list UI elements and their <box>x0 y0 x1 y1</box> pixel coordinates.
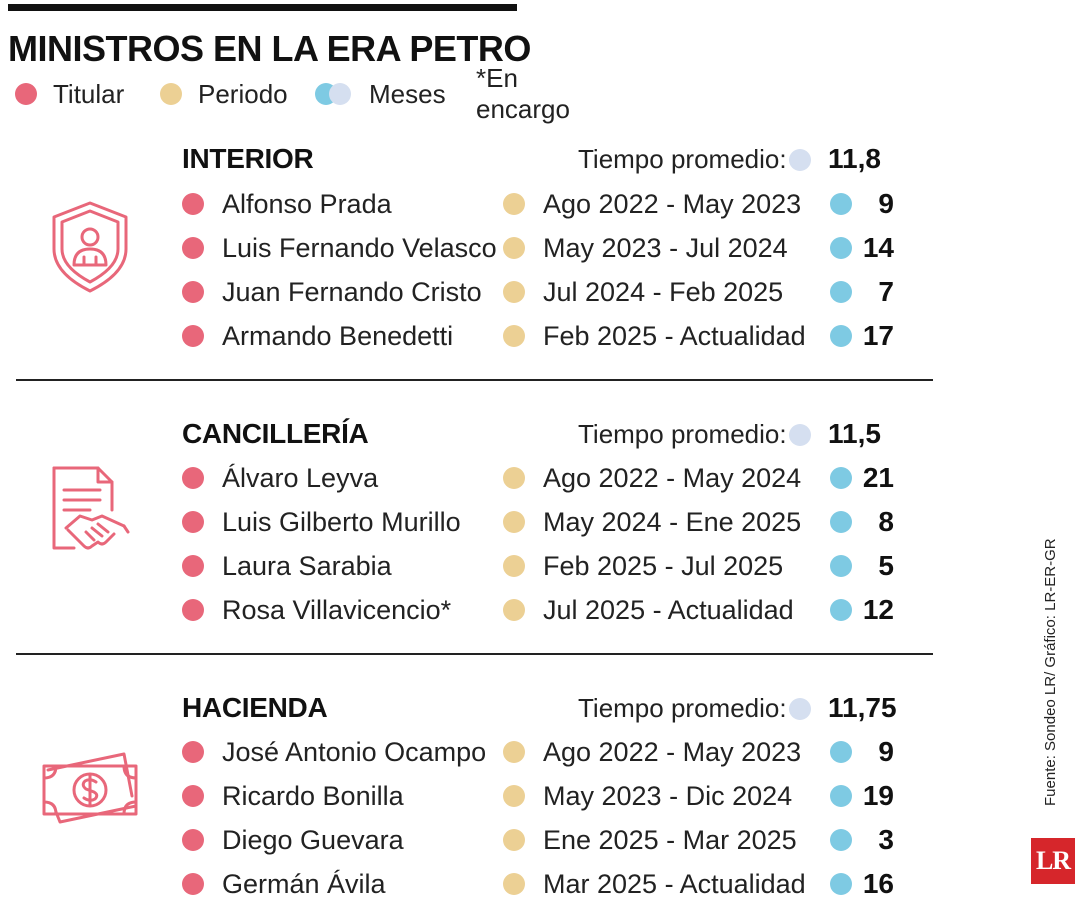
minister-period: Ene 2025 - Mar 2025 <box>543 825 797 855</box>
minister-months: 9 <box>878 736 894 767</box>
minister-period: Ago 2022 - May 2024 <box>543 463 802 493</box>
minister-name: Alfonso Prada <box>222 189 392 219</box>
legend-periodo-label: Periodo <box>198 78 288 109</box>
titular-dot-icon <box>182 873 204 895</box>
table-row <box>0 458 1080 498</box>
legend-encargo <box>476 63 570 124</box>
titular-dot-icon <box>182 281 204 303</box>
lr-logo: LR <box>1031 838 1075 884</box>
source-credit: Fuente: Sondeo LR/ Gráfico: LR-ER-GR <box>1042 538 1059 806</box>
avg-label: Tiempo promedio: <box>578 693 787 723</box>
minister-name: Álvaro Leyva <box>222 463 379 493</box>
minister-period: Ago 2022 - May 2023 <box>543 189 802 219</box>
legend-periodo <box>160 77 288 111</box>
periodo-dot-icon <box>503 741 525 763</box>
titular-dot-icon <box>182 511 204 533</box>
avg-value: 11,5 <box>828 418 881 449</box>
legend-titular-label: Titular <box>53 78 125 109</box>
section-hacienda <box>0 686 1080 900</box>
table-row <box>0 316 1080 356</box>
meses-dot-icon <box>830 467 852 489</box>
minister-months: 9 <box>878 188 894 219</box>
periodo-dot-icon <box>503 785 525 807</box>
minister-period: Mar 2025 - Actualidad <box>543 869 806 899</box>
periodo-dot-icon <box>503 829 525 851</box>
legend-meses-label: Meses <box>369 78 446 109</box>
minister-months: 7 <box>878 276 894 307</box>
minister-name: Armando Benedetti <box>222 321 454 351</box>
table-row <box>0 732 1080 772</box>
table-row <box>0 546 1080 586</box>
title-rule <box>8 4 517 11</box>
table-row <box>0 184 1080 224</box>
minister-months: 5 <box>878 550 894 581</box>
minister-months: 17 <box>862 320 894 351</box>
minister-name: Germán Ávila <box>222 869 386 899</box>
section-cancilleria <box>0 412 1080 642</box>
titular-dot-icon <box>182 785 204 807</box>
meses-dot-icon <box>830 873 852 895</box>
avg-value: 11,75 <box>828 692 897 723</box>
meses-dot-icon <box>830 193 852 215</box>
minister-period: Jul 2025 - Actualidad <box>543 595 794 625</box>
minister-name: Luis Gilberto Murillo <box>222 507 461 537</box>
periodo-dot-icon <box>503 281 525 303</box>
section-interior <box>0 137 1080 367</box>
meses-dot-icon <box>830 511 852 533</box>
minister-name: Ricardo Bonilla <box>222 781 404 811</box>
periodo-dot-icon <box>160 83 182 105</box>
titular-dot-icon <box>182 829 204 851</box>
meses-dot-icon <box>830 555 852 577</box>
legend-titular <box>15 77 124 111</box>
avg-label: Tiempo promedio: <box>578 419 787 449</box>
minister-period: Feb 2025 - Jul 2025 <box>543 551 784 581</box>
periodo-dot-icon <box>503 555 525 577</box>
minister-months: 14 <box>862 232 894 263</box>
page-title: MINISTROS EN LA ERA PETRO <box>8 28 531 69</box>
minister-months: 16 <box>862 868 894 899</box>
avg-dot-icon <box>789 424 811 446</box>
minister-period: Feb 2025 - Actualidad <box>543 321 806 351</box>
minister-period: Jul 2024 - Feb 2025 <box>543 277 784 307</box>
section-title: CANCILLERÍA <box>182 418 369 449</box>
meses-dots-icon <box>315 83 353 105</box>
minister-months: 8 <box>878 506 894 537</box>
titular-dot-icon <box>15 83 37 105</box>
avg-dot-icon <box>789 698 811 720</box>
section-divider <box>16 653 933 655</box>
avg-dot-icon <box>789 149 811 171</box>
meses-dot-icon <box>830 325 852 347</box>
minister-period: May 2023 - Dic 2024 <box>543 781 793 811</box>
meses-dot-icon <box>830 237 852 259</box>
table-row <box>0 590 1080 630</box>
section-title: HACIENDA <box>182 692 328 723</box>
minister-months: 3 <box>878 824 894 855</box>
minister-name: Laura Sarabia <box>222 551 392 581</box>
minister-name: Diego Guevara <box>222 825 404 855</box>
avg-label: Tiempo promedio: <box>578 144 787 174</box>
table-row <box>0 864 1080 900</box>
section-divider <box>16 379 933 381</box>
titular-dot-icon <box>182 555 204 577</box>
meses-dot-icon <box>830 741 852 763</box>
minister-period: Ago 2022 - May 2023 <box>543 737 802 767</box>
minister-months: 12 <box>862 594 894 625</box>
periodo-dot-icon <box>503 237 525 259</box>
meses-dot-icon <box>830 599 852 621</box>
table-row <box>0 272 1080 312</box>
titular-dot-icon <box>182 599 204 621</box>
periodo-dot-icon <box>503 511 525 533</box>
minister-period: May 2023 - Jul 2024 <box>543 233 788 263</box>
titular-dot-icon <box>182 325 204 347</box>
table-row <box>0 776 1080 816</box>
table-row <box>0 820 1080 860</box>
avg-value: 11,8 <box>828 143 881 174</box>
minister-name: Rosa Villavicencio* <box>222 595 452 625</box>
minister-months: 19 <box>862 780 894 811</box>
legend-meses <box>315 77 446 111</box>
periodo-dot-icon <box>503 325 525 347</box>
legend-encargo-label: *En encargo <box>476 63 570 124</box>
table-row <box>0 502 1080 542</box>
section-title: INTERIOR <box>182 143 314 174</box>
minister-months: 21 <box>862 462 894 493</box>
table-row <box>0 228 1080 268</box>
minister-name: Luis Fernando Velasco <box>222 233 497 263</box>
periodo-dot-icon <box>503 193 525 215</box>
titular-dot-icon <box>182 193 204 215</box>
titular-dot-icon <box>182 237 204 259</box>
minister-period: May 2024 - Ene 2025 <box>543 507 802 537</box>
periodo-dot-icon <box>503 873 525 895</box>
meses-dot-icon <box>830 785 852 807</box>
periodo-dot-icon <box>503 467 525 489</box>
periodo-dot-icon <box>503 599 525 621</box>
minister-name: Juan Fernando Cristo <box>222 277 482 307</box>
titular-dot-icon <box>182 741 204 763</box>
minister-name: José Antonio Ocampo <box>222 737 487 767</box>
meses-dot-icon <box>830 829 852 851</box>
titular-dot-icon <box>182 467 204 489</box>
meses-dot-icon <box>830 281 852 303</box>
